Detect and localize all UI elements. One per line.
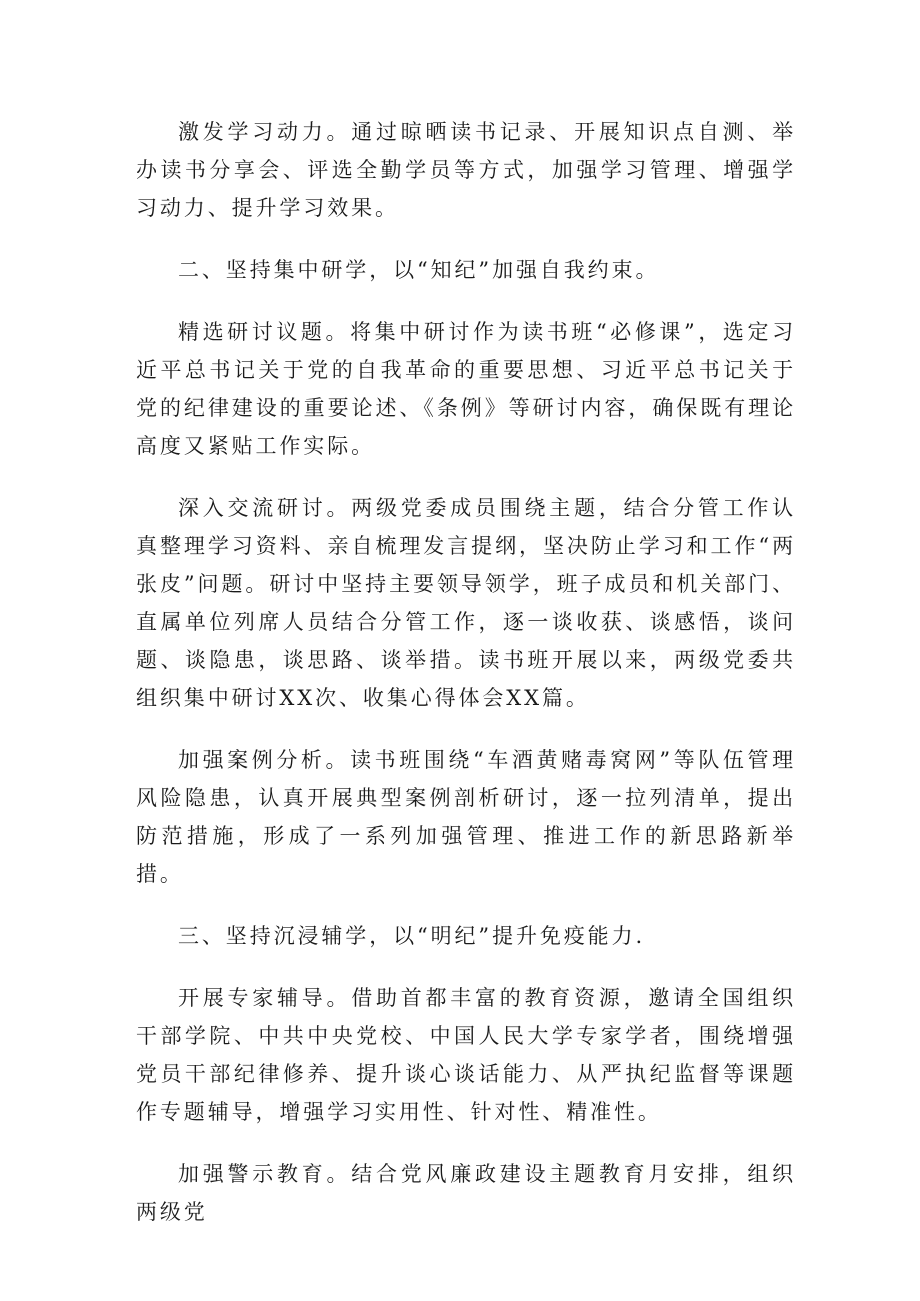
paragraph: 激发学习动力。通过晾晒读书记录、开展知识点自测、举办读书分享会、评选全勤学员等方式，加强学习管理、增强学习动力、提升学习效果。: [136, 120, 796, 220]
section-heading: 三、坚持沉浸辅学，以“明纪”提升免疫能力.: [178, 924, 646, 948]
section-heading: 二、坚持集中研学，以“知纪”加强自我约束。: [178, 258, 660, 282]
paragraph: 加强案例分析。读书班围绕“车酒黄赌毒窝网”等队伍管理风险隐患，认真开展典型案例剖析研讨，逐一拉列清单，提出防范措施，形成了一系列加强管理、推进工作的新思路新举措。: [136, 748, 796, 886]
paragraph: 开展专家辅导。借助首都丰富的教育资源，邀请全国组织干部学院、中共中央党校、中国人民大学专家学者，围绕增强党员干部纪律修养、提升谈心谈话能力、从严执纪监督等课题作专题辅导，增强学习实用性、针对性、精准性。: [136, 986, 796, 1124]
paragraph: 精选研讨议题。将集中研讨作为读书班“必修课”，选定习近平总书记关于党的自我革命的重要思想、习近平总书记关于党的纪律建设的重要论述、《条例》等研讨内容，确保既有理论高度又紧贴工作实际。: [136, 320, 796, 458]
document-body: [136, 113, 796, 1255]
paragraph: 深入交流研讨。两级党委成员围绕主题，结合分管工作认真整理学习资料、亲自梳理发言提纲，坚决防止学习和工作“两张皮”问题。研讨中坚持主要领导领学，班子成员和机关部门、直属单位列席人员结合分管工作，逐一谈收获、谈感悟，谈问题、谈隐患，谈思路、谈举措。读书班开展以来，两级党委共组织集中研讨XX次、收集心得体会XX篇。: [136, 496, 796, 710]
paragraph: 加强警示教育。结合党风廉政建设主题教育月安排，组织两级党: [136, 1162, 796, 1224]
